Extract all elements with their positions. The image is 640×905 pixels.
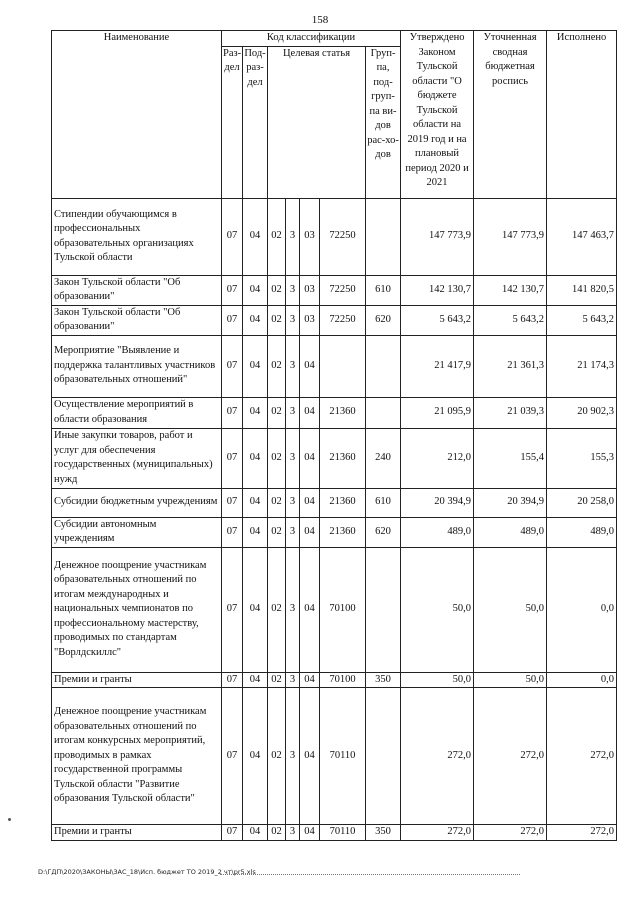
row-approved: 50,0 xyxy=(401,547,474,672)
row-section: 07 xyxy=(222,428,243,488)
row-revised: 21 361,3 xyxy=(474,335,547,397)
row-name: Субсидии бюджетным учреждениям xyxy=(52,488,222,517)
row-name: Иные закупки товаров, работ и услуг для обеспечения государственных (муниципальных) нужд xyxy=(52,428,222,488)
table-row xyxy=(52,672,617,688)
row-event: 04 xyxy=(300,335,320,397)
header-expense-group: Груп-па, под-груп-па ви-дов рас-хо-дов xyxy=(366,46,401,198)
row-event: 04 xyxy=(300,688,320,825)
row-subprogram: 3 xyxy=(286,547,300,672)
table-row xyxy=(52,517,617,547)
header-revised: Уточненная сводная бюджетная роспись xyxy=(474,31,547,199)
row-name: Осуществление мероприятий в области образования xyxy=(52,397,222,428)
row-revised: 272,0 xyxy=(474,825,547,841)
table-row xyxy=(52,688,617,825)
row-executed: 272,0 xyxy=(547,825,617,841)
table-row xyxy=(52,825,617,841)
row-direction: 70110 xyxy=(320,688,366,825)
table-row xyxy=(52,275,617,305)
row-executed: 272,0 xyxy=(547,688,617,825)
row-approved: 20 394,9 xyxy=(401,488,474,517)
row-section: 07 xyxy=(222,825,243,841)
row-group xyxy=(366,547,401,672)
row-subprogram: 3 xyxy=(286,488,300,517)
row-program: 02 xyxy=(268,672,286,688)
row-subprogram: 3 xyxy=(286,825,300,841)
row-group xyxy=(366,198,401,275)
row-approved: 5 643,2 xyxy=(401,305,474,335)
row-approved: 21 417,9 xyxy=(401,335,474,397)
row-approved: 489,0 xyxy=(401,517,474,547)
footer-file-path: D:\ГДП\2020\ЗАКОНЫ\ЗАС_18\Исп. бюджет ТО 2019_2 чт\pr5.xls xyxy=(38,868,256,876)
row-event: 04 xyxy=(300,517,320,547)
row-section: 07 xyxy=(222,488,243,517)
scan-speck xyxy=(8,818,11,821)
table-row xyxy=(52,488,617,517)
table-body xyxy=(52,198,617,841)
row-subsection: 04 xyxy=(243,825,268,841)
row-program: 02 xyxy=(268,275,286,305)
row-program: 02 xyxy=(268,335,286,397)
row-program: 02 xyxy=(268,517,286,547)
header-class-code: Код классификации xyxy=(222,31,401,47)
row-revised: 20 394,9 xyxy=(474,488,547,517)
row-name: Денежное поощрение участникам образовательных отношений по итогам конкурсных мероприятий, проводимых в рамках государственной программы Тульской области "Развитие образования Тульской области" xyxy=(52,688,222,825)
row-approved: 272,0 xyxy=(401,688,474,825)
row-direction: 70100 xyxy=(320,547,366,672)
row-event: 03 xyxy=(300,305,320,335)
budget-table xyxy=(51,30,617,841)
row-executed: 141 820,5 xyxy=(547,275,617,305)
row-program: 02 xyxy=(268,397,286,428)
row-subsection: 04 xyxy=(243,488,268,517)
row-executed: 155,3 xyxy=(547,428,617,488)
row-group: 350 xyxy=(366,825,401,841)
row-name: Субсидии автономным учреждениям xyxy=(52,517,222,547)
row-program: 02 xyxy=(268,488,286,517)
row-subprogram: 3 xyxy=(286,397,300,428)
table-row xyxy=(52,198,617,275)
row-section: 07 xyxy=(222,335,243,397)
header-section: Раз-дел xyxy=(222,46,243,198)
row-subsection: 04 xyxy=(243,428,268,488)
row-executed: 5 643,2 xyxy=(547,305,617,335)
row-approved: 272,0 xyxy=(401,825,474,841)
row-subsection: 04 xyxy=(243,275,268,305)
header-name: Наименование xyxy=(52,31,222,199)
row-direction: 72250 xyxy=(320,305,366,335)
table-row xyxy=(52,547,617,672)
table-row xyxy=(52,397,617,428)
row-revised: 155,4 xyxy=(474,428,547,488)
row-executed: 20 258,0 xyxy=(547,488,617,517)
row-approved: 142 130,7 xyxy=(401,275,474,305)
row-revised: 272,0 xyxy=(474,688,547,825)
row-program: 02 xyxy=(268,547,286,672)
row-program: 02 xyxy=(268,198,286,275)
table-row xyxy=(52,428,617,488)
row-group xyxy=(366,397,401,428)
row-event: 04 xyxy=(300,397,320,428)
row-direction: 72250 xyxy=(320,198,366,275)
row-revised: 5 643,2 xyxy=(474,305,547,335)
row-section: 07 xyxy=(222,517,243,547)
row-event: 04 xyxy=(300,547,320,672)
row-program: 02 xyxy=(268,305,286,335)
row-revised: 147 773,9 xyxy=(474,198,547,275)
row-section: 07 xyxy=(222,305,243,335)
header-approved: Утверждено Законом Тульской области "О бюджете Тульской области на 2019 год и на плановый период 2020 и 2021 xyxy=(401,31,474,199)
row-subprogram: 3 xyxy=(286,275,300,305)
row-event: 04 xyxy=(300,825,320,841)
row-group: 240 xyxy=(366,428,401,488)
row-name: Закон Тульской области "Об образовании" xyxy=(52,305,222,335)
row-subsection: 04 xyxy=(243,335,268,397)
row-subsection: 04 xyxy=(243,397,268,428)
row-section: 07 xyxy=(222,688,243,825)
row-approved: 50,0 xyxy=(401,672,474,688)
row-subprogram: 3 xyxy=(286,335,300,397)
row-name: Стипендии обучающимся в профессиональных образовательных организациях Тульской области xyxy=(52,198,222,275)
row-group xyxy=(366,335,401,397)
row-name: Денежное поощрение участникам образовательных отношений по итогам международных и национальных чемпионатов по профессиональному мастерству, проводимых по стандартам "Ворлдскиллс" xyxy=(52,547,222,672)
row-name: Мероприятие "Выявление и поддержка талантливых участников образовательных отношений" xyxy=(52,335,222,397)
page-number: 158 xyxy=(311,14,329,26)
row-direction: 21360 xyxy=(320,517,366,547)
row-subsection: 04 xyxy=(243,198,268,275)
row-subsection: 04 xyxy=(243,688,268,825)
row-group: 620 xyxy=(366,517,401,547)
row-subprogram: 3 xyxy=(286,428,300,488)
row-executed: 20 902,3 xyxy=(547,397,617,428)
row-subprogram: 3 xyxy=(286,198,300,275)
row-executed: 489,0 xyxy=(547,517,617,547)
row-revised: 50,0 xyxy=(474,547,547,672)
row-event: 03 xyxy=(300,275,320,305)
row-program: 02 xyxy=(268,688,286,825)
row-name: Закон Тульской области "Об образовании" xyxy=(52,275,222,305)
row-section: 07 xyxy=(222,198,243,275)
row-group: 610 xyxy=(366,488,401,517)
footer-divider xyxy=(220,874,520,875)
header-executed: Исполнено xyxy=(547,31,617,199)
row-group: 620 xyxy=(366,305,401,335)
row-direction: 70110 xyxy=(320,825,366,841)
row-approved: 147 773,9 xyxy=(401,198,474,275)
row-executed: 0,0 xyxy=(547,547,617,672)
row-approved: 21 095,9 xyxy=(401,397,474,428)
row-subprogram: 3 xyxy=(286,672,300,688)
row-subsection: 04 xyxy=(243,305,268,335)
row-subsection: 04 xyxy=(243,547,268,672)
table-row xyxy=(52,305,617,335)
row-section: 07 xyxy=(222,275,243,305)
row-revised: 142 130,7 xyxy=(474,275,547,305)
row-executed: 21 174,3 xyxy=(547,335,617,397)
table-row xyxy=(52,335,617,397)
row-program: 02 xyxy=(268,428,286,488)
row-group: 350 xyxy=(366,672,401,688)
row-subprogram: 3 xyxy=(286,688,300,825)
row-group xyxy=(366,688,401,825)
row-approved: 212,0 xyxy=(401,428,474,488)
row-subprogram: 3 xyxy=(286,517,300,547)
row-subprogram: 3 xyxy=(286,305,300,335)
row-direction: 21360 xyxy=(320,397,366,428)
row-section: 07 xyxy=(222,547,243,672)
row-name: Премии и гранты xyxy=(52,825,222,841)
header-target-article: Целевая статья xyxy=(268,46,366,198)
row-revised: 489,0 xyxy=(474,517,547,547)
row-revised: 21 039,3 xyxy=(474,397,547,428)
row-direction: 70100 xyxy=(320,672,366,688)
row-executed: 0,0 xyxy=(547,672,617,688)
row-revised: 50,0 xyxy=(474,672,547,688)
row-group: 610 xyxy=(366,275,401,305)
row-event: 03 xyxy=(300,198,320,275)
row-direction: 21360 xyxy=(320,488,366,517)
header-subsection: Под-раз-дел xyxy=(243,46,268,198)
row-event: 04 xyxy=(300,428,320,488)
row-program: 02 xyxy=(268,825,286,841)
row-subsection: 04 xyxy=(243,672,268,688)
row-event: 04 xyxy=(300,488,320,517)
row-section: 07 xyxy=(222,672,243,688)
row-section: 07 xyxy=(222,397,243,428)
table-header xyxy=(52,31,617,199)
row-direction xyxy=(320,335,366,397)
row-name: Премии и гранты xyxy=(52,672,222,688)
row-event: 04 xyxy=(300,672,320,688)
row-direction: 21360 xyxy=(320,428,366,488)
row-executed: 147 463,7 xyxy=(547,198,617,275)
row-direction: 72250 xyxy=(320,275,366,305)
row-subsection: 04 xyxy=(243,517,268,547)
